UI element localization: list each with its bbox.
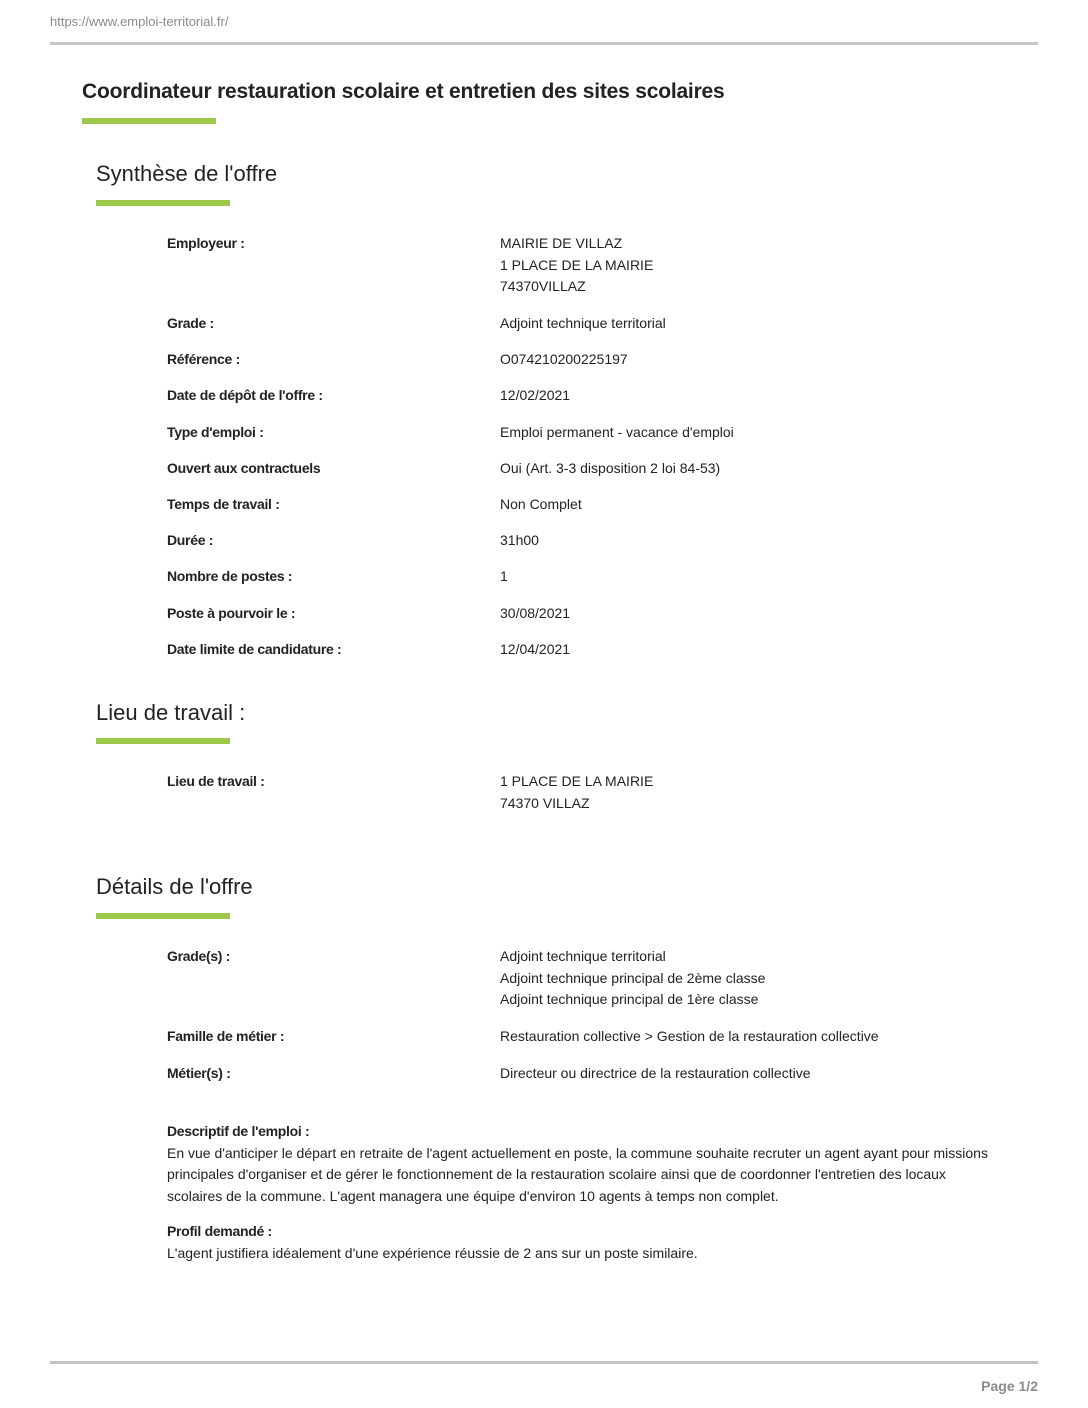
value-line: 74370VILLAZ [500, 278, 586, 294]
field-value [500, 603, 570, 625]
field-value [500, 313, 666, 335]
value-line: 1 PLACE DE LA MAIRIE [500, 256, 654, 273]
field-value [500, 566, 508, 588]
field-value [500, 639, 570, 661]
value-line: 74370 VILLAZ [500, 794, 590, 811]
title-underline [82, 118, 216, 124]
page-number: Page 1/2 [981, 1378, 1038, 1394]
field-value [500, 458, 720, 480]
value-line: Adjoint technique principal de 1ère classe [500, 991, 759, 1007]
field-label: Grade(s) : [167, 948, 231, 964]
section-title-synthese: Synthèse de l'offre [96, 161, 278, 186]
field-value [500, 1063, 810, 1085]
value-line: Non Complet [500, 496, 582, 512]
descriptif-line: En vue d'anticiper le départ en retraite de l'agent actuellement en poste, la commune souhaite recruter un agent ayant pour missions [167, 1144, 988, 1161]
field-label: Type d'emploi : [167, 424, 264, 440]
value-line: 30/08/2021 [500, 605, 571, 621]
section-title-details: Détails de l'offre [96, 874, 253, 899]
field-label: Référence : [167, 351, 240, 367]
descriptif-block [167, 1121, 997, 1207]
field-label: Lieu de travail : [167, 773, 265, 789]
value-line: Adjoint technique principal de 2ème classe [500, 969, 766, 986]
value-line: 31h00 [500, 532, 539, 548]
field-label: Ouvert aux contractuels [167, 460, 321, 476]
field-value [500, 771, 653, 814]
field-label: Poste à pourvoir le : [167, 605, 296, 621]
section-underline-lieu [96, 738, 230, 744]
profil-line: L'agent justifiera idéalement d'une expérience réussie de 2 ans sur un poste similaire. [167, 1244, 698, 1261]
field-label: Métier(s) : [167, 1065, 231, 1081]
value-line: 12/04/2021 [500, 641, 571, 657]
page-title: Coordinateur restauration scolaire et entretien des sites scolaires [82, 80, 725, 103]
field-value [500, 422, 734, 444]
field-value [500, 946, 765, 1011]
descriptif-line: principales d'organiser et de gérer le fonctionnement de la restauration scolaire ainsi que de coordonner l'entretien des locaux [167, 1166, 946, 1182]
value-line: Adjoint technique territorial [500, 315, 666, 331]
field-label: Date de dépôt de l'offre : [167, 387, 323, 403]
descriptif-label: Descriptif de l'emploi : [167, 1123, 310, 1139]
value-line: Emploi permanent - vacance d'emploi [500, 424, 734, 440]
field-value [500, 530, 539, 552]
profil-label: Profil demandé : [167, 1223, 272, 1239]
value-line: MAIRIE DE VILLAZ [500, 235, 623, 251]
value-line: 1 PLACE DE LA MAIRIE [500, 773, 654, 789]
bottom-rule [50, 1361, 1038, 1364]
field-label: Famille de métier : [167, 1028, 285, 1044]
profil-block [167, 1221, 997, 1264]
value-line: Restauration collective > Gestion de la restauration collective [500, 1028, 879, 1044]
field-value [500, 233, 653, 298]
source-url[interactable]: https://www.emploi-territorial.fr/ [50, 14, 229, 29]
field-label: Grade : [167, 315, 214, 331]
field-value [500, 494, 582, 516]
value-line: Directeur ou directrice de la restauration collective [500, 1065, 811, 1081]
value-line: 1 [500, 568, 508, 584]
value-line: 12/02/2021 [500, 387, 571, 403]
field-value [500, 1026, 879, 1048]
section-underline-synthese [96, 200, 230, 206]
section-underline-details [96, 913, 230, 919]
field-label: Employeur : [167, 235, 245, 251]
descriptif-line: scolaires de la commune. L'agent managera une équipe d'environ 10 agents à temps non complet. [167, 1187, 779, 1204]
section-title-lieu: Lieu de travail : [96, 700, 246, 725]
top-rule [50, 42, 1038, 45]
field-label: Durée : [167, 532, 214, 548]
field-label: Date limite de candidature : [167, 641, 342, 657]
field-value [500, 385, 570, 407]
value-line: O074210200225197 [500, 351, 628, 367]
field-label: Nombre de postes : [167, 568, 293, 584]
value-line: Oui (Art. 3-3 disposition 2 loi 84-53) [500, 460, 721, 476]
field-value [500, 349, 628, 371]
value-line: Adjoint technique territorial [500, 948, 666, 964]
field-label: Temps de travail : [167, 496, 280, 512]
